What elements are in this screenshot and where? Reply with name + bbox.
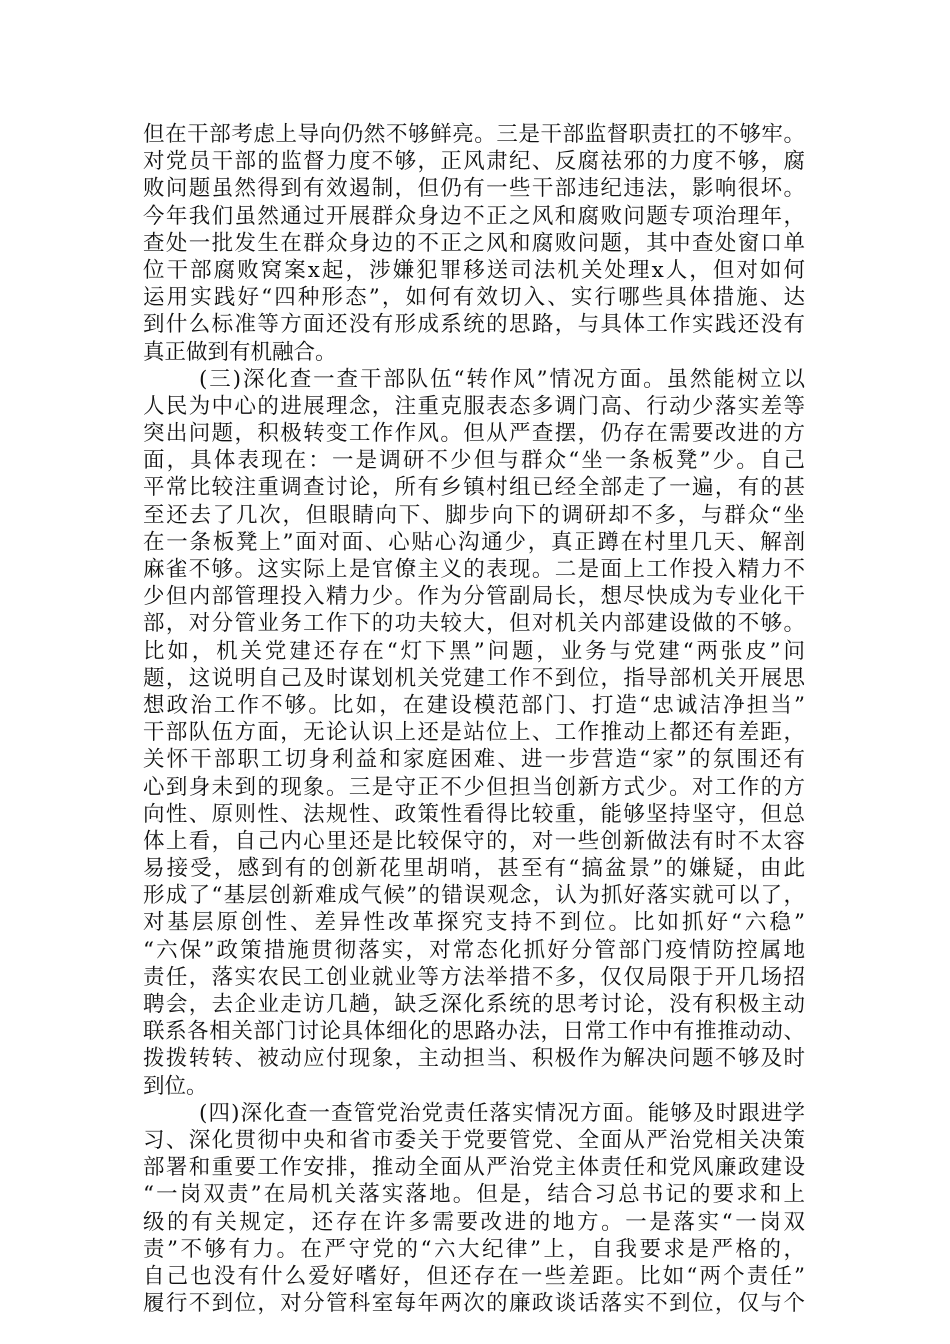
- text-line: 想政治工作不够。比如，在建设模范部门、打造“忠诚洁净担当”: [143, 692, 805, 718]
- text-line: “一岗双责”在局机关落实落地。但是，结合习总书记的要求和上: [143, 1182, 805, 1208]
- text-line: 真正做到有机融合。: [143, 339, 337, 365]
- text-line: 履行不到位，对分管科室每年两次的廉政谈话落实不到位，仅与个: [143, 1291, 805, 1317]
- text-line: 级的有关规定，还存在许多需要改进的地方。一是落实“一岗双: [143, 1209, 805, 1235]
- text-line: 易接受，感到有的创新花里胡哨，甚至有“搞盆景”的嫌疑，由此: [143, 856, 805, 882]
- text-line: 聘会，去企业走访几趟，缺乏深化系统的思考讨论，没有积极主动: [143, 992, 805, 1017]
- text-line: (四)深化查一查管党治党责任落实情况方面。能够及时跟进学: [199, 1100, 805, 1126]
- text-line: 在一条板凳上”面对面、心贴心沟通少，真正蹲在村里几天、解剖: [143, 529, 805, 555]
- text-line: 今年我们虽然通过开展群众身边不正之风和腐败问题专项治理年，: [143, 203, 805, 229]
- text-line: 体上看，自己内心里还是比较保守的，对一些创新做法有时不太容: [143, 828, 805, 854]
- text-line: 自己也没有什么爱好嗜好，但还存在一些差距。比如“两个责任”: [143, 1263, 805, 1289]
- text-line: 责任，落实农民工创业就业等方法举措不多，仅仅局限于开几场招: [143, 964, 805, 990]
- text-line: 部署和重要工作安排，推动全面从严治党主体责任和党风廉政建设: [143, 1155, 805, 1181]
- text-line: 败问题虽然得到有效遏制，但仍有一些干部违纪违法，影响很坏。: [143, 176, 805, 202]
- text-line: 查处一批发生在群众身边的不正之风和腐败问题，其中查处窗口单: [143, 230, 805, 256]
- text-line: 联系各相关部门讨论具体细化的思路办法，日常工作中有推推动动、: [143, 1019, 805, 1045]
- text-line: 题，这说明自己及时谋划机关党建工作不到位，指导部机关开展思: [143, 665, 805, 691]
- text-line: 拨拨转转、被动应付现象，主动担当、积极作为解决问题不够及时: [143, 1046, 805, 1072]
- text-line: 对党员干部的监督力度不够，正风肃纪、反腐祛邪的力度不够，腐: [143, 149, 805, 175]
- text-line: 部，对分管业务工作下的功夫较大，但对机关内部建设做的不够。: [143, 611, 805, 637]
- text-line: 责”不够有力。在严守党的“六大纪律”上，自我要求是严格的，: [143, 1236, 805, 1262]
- text-line: (三)深化查一查干部队伍“转作风”情况方面。虽然能树立以: [199, 366, 805, 392]
- text-line: 突出问题，积极转变工作作风。但从严查摆，仍存在需要改进的方: [143, 421, 805, 447]
- text-line: 干部队伍方面，无论认识上还是站位上、工作推动上都还有差距，: [143, 720, 805, 746]
- paragraph: [143, 366, 805, 1100]
- text-line: 至还去了几次，但眼睛向下、脚步向下的调研却不多，与群众“坐: [143, 502, 805, 528]
- text-line: 向性、原则性、法规性、政策性看得比较重，能够坚持坚守，但总: [143, 801, 805, 827]
- text-line: 平常比较注重调查讨论，所有乡镇村组已经全部走了一遍，有的甚: [143, 475, 805, 501]
- text-line: 形成了“基层创新难成气候”的错误观念，认为抓好落实就可以了，: [143, 883, 805, 909]
- text-line: 少但内部管理投入精力少。作为分管副局长，想尽快成为专业化干: [143, 584, 805, 610]
- text-line: 运用实践好“四种形态”，如何有效切入、实行哪些具体措施、达: [143, 285, 805, 311]
- text-line: 比如，机关党建还存在“灯下黑”问题，业务与党建“两张皮”问: [143, 638, 805, 664]
- text-line: 但在干部考虑上导向仍然不够鲜亮。三是干部监督职责扛的不够牢。: [143, 122, 805, 147]
- text-line: 到位。: [143, 1073, 208, 1099]
- text-line: 到什么标准等方面还没有形成系统的思路，与具体工作实践还没有: [143, 312, 805, 338]
- text-line: 面，具体表现在：一是调研不少但与群众“坐一条板凳”少。自己: [143, 448, 805, 474]
- text-line: 位干部腐败窝案x起，涉嫌犯罪移送司法机关处理x人，但对如何: [143, 257, 805, 283]
- text-line: 心到身未到的现象。三是守正不少但担当创新方式少。对工作的方: [143, 774, 805, 800]
- paragraph: [143, 121, 805, 366]
- paragraph: [143, 1100, 805, 1318]
- text-line: 关怀干部职工切身利益和家庭困难、进一步营造“家”的氛围还有: [143, 747, 805, 773]
- document-body: [143, 121, 805, 1317]
- text-line: 习、深化贯彻中央和省市委关于党要管党、全面从严治党相关决策: [143, 1127, 805, 1153]
- text-line: 麻雀不够。这实际上是官僚主义的表现。二是面上工作投入精力不: [143, 557, 805, 582]
- text-line: 对基层原创性、差异性改革探究支持不到位。比如抓好“六稳”: [143, 910, 805, 936]
- text-line: “六保”政策措施贯彻落实，对常态化抓好分管部门疫情防控属地: [143, 937, 805, 963]
- text-line: 人民为中心的进展理念，注重克服表态多调门高、行动少落实差等: [143, 393, 805, 419]
